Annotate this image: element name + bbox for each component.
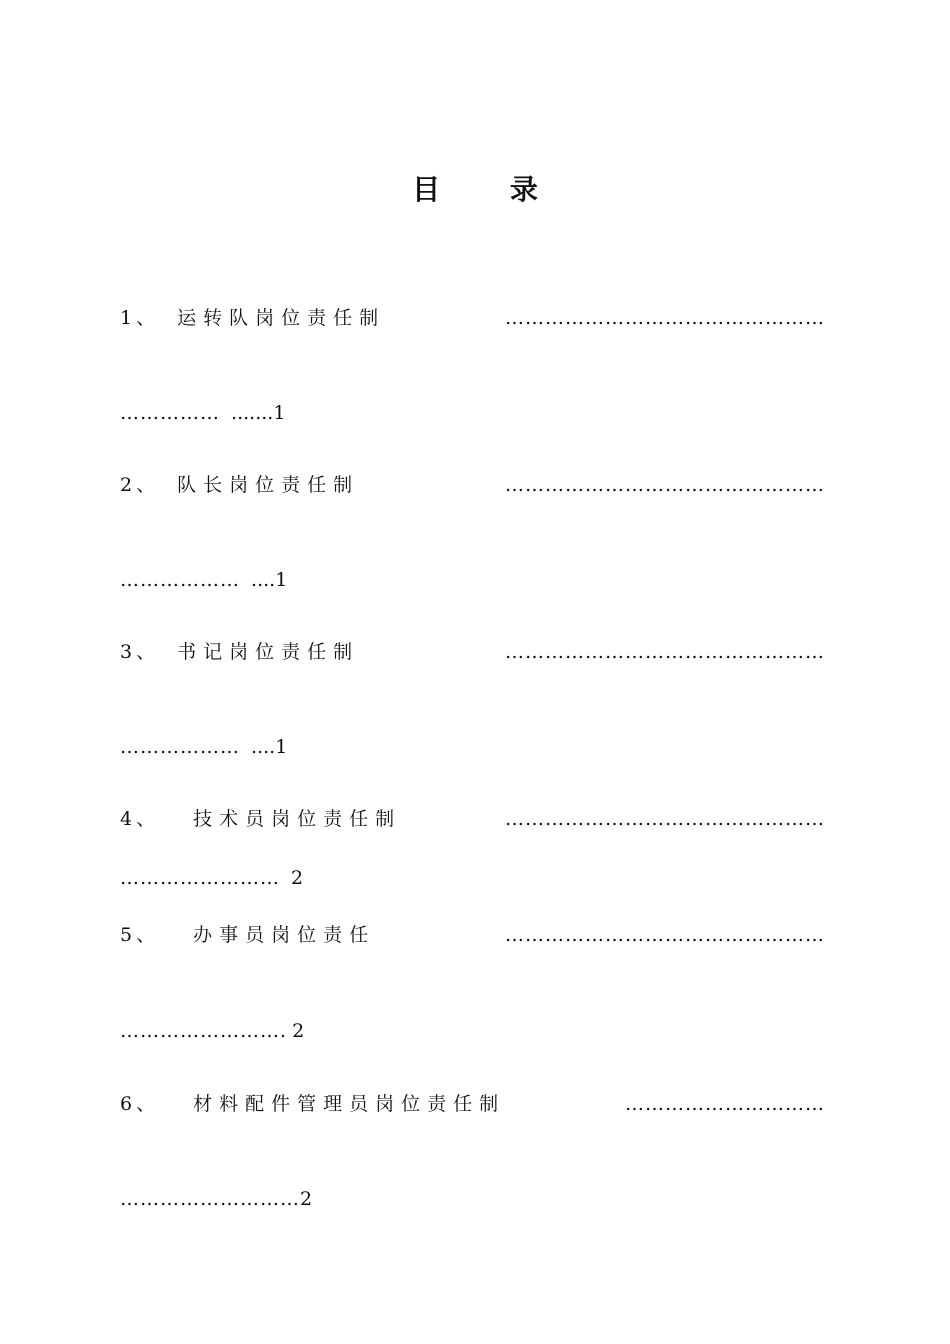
toc-entry-3-line-1[interactable] [120,637,825,667]
toc-entry-number: 3、 [120,641,160,663]
toc-leader-dots: …………… [120,402,228,424]
toc-entry-1-line-1[interactable] [120,303,825,333]
toc-page-number: .......1 [231,402,286,424]
toc-entry-label: 办事员岗位责任 [193,924,376,946]
toc-leader-dots: ……………………… [120,1188,300,1210]
toc-entry-label: 书记岗位责任制 [177,641,360,663]
toc-entry-3-line-2[interactable] [120,732,825,762]
toc-page-number: 2 [300,1188,313,1210]
toc-entry-5-line-2[interactable] [120,1016,825,1046]
toc-page-number: ....1 [251,736,288,758]
toc-entry-label: 运转队岗位责任制 [177,307,386,329]
page-title: 目 录 [412,173,568,206]
toc-leader-dots: …………………… [120,867,288,889]
toc-leader-dots: ………………………………………… [505,924,825,946]
toc-entry-label: 队长岗位责任制 [177,474,360,496]
toc-entry-number: 5、 [120,924,160,946]
toc-page-number: 2 [291,867,304,889]
toc-entry-1-line-2[interactable] [120,398,825,428]
toc-entry-2-line-2[interactable] [120,565,825,595]
toc-entry-label: 材料配件管理员岗位责任制 [193,1093,506,1115]
toc-entry-6-line-2[interactable] [120,1184,825,1214]
toc-page-number: ....1 [251,569,288,591]
toc-page-number: . 2 [280,1020,305,1042]
toc-leader-dots: ……………… [120,736,248,758]
toc-entry-2-line-1[interactable] [120,470,825,500]
toc-entry-4-line-2[interactable] [120,863,825,893]
toc-leader-dots: ………………………………………… [505,307,825,329]
toc-entry-5-line-1[interactable] [120,920,825,950]
toc-entry-number: 2、 [120,474,160,496]
toc-leader-dots: ………………………………………… [505,808,825,830]
toc-entry-4-line-1[interactable] [120,804,825,834]
toc-leader-dots: ……………… [120,569,248,591]
toc-leader-dots: ………………………… [625,1093,825,1115]
toc-leader-dots: ………………………………………… [505,474,825,496]
toc-leader-dots: …………………… [120,1020,280,1042]
toc-entry-number: 6、 [120,1093,160,1115]
toc-entry-number: 4、 [120,808,160,830]
toc-leader-dots: ………………………………………… [505,641,825,663]
toc-entry-number: 1、 [120,307,160,329]
toc-entry-label: 技术员岗位责任制 [193,808,402,830]
toc-entry-6-line-1[interactable] [120,1089,825,1119]
